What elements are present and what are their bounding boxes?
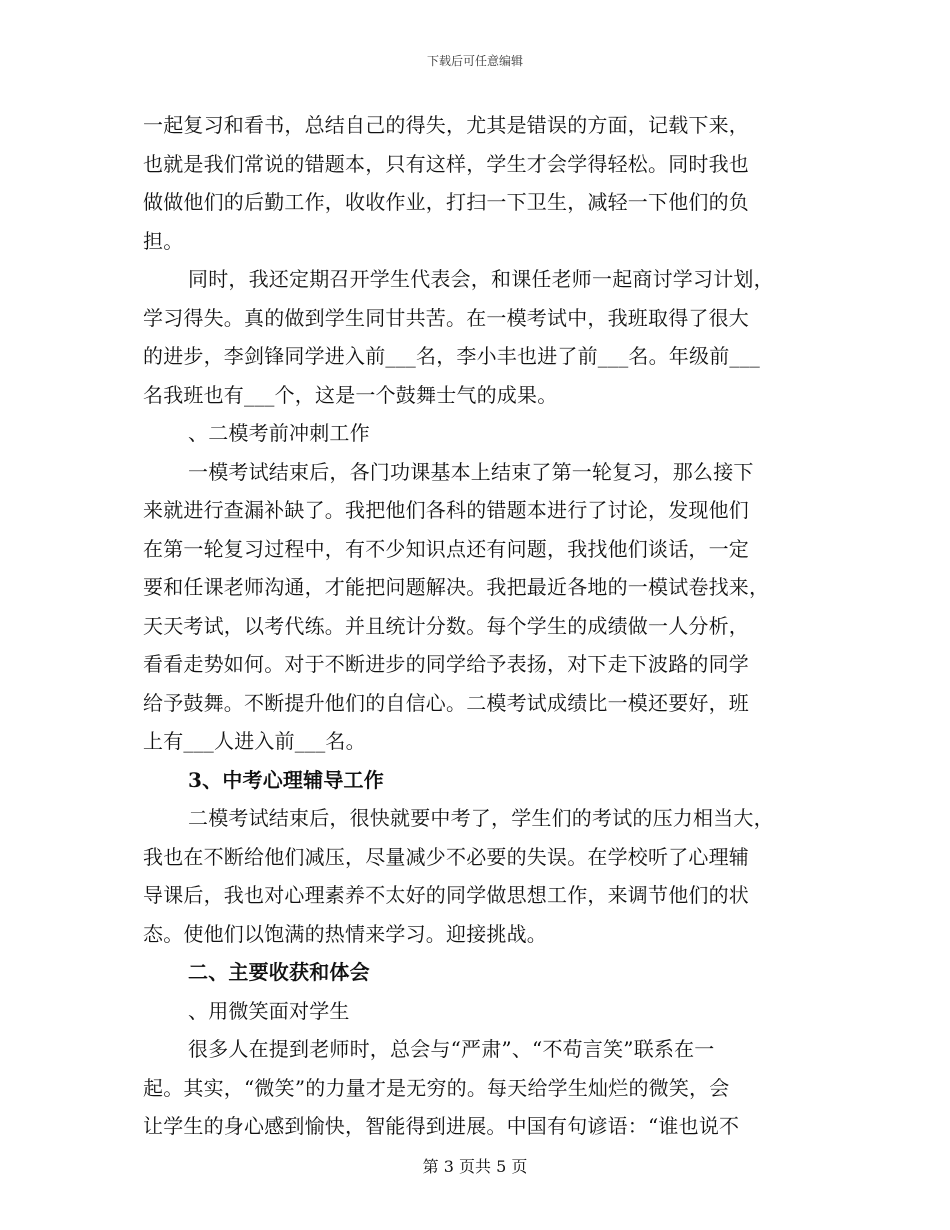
text-line: 起。其实，“微笑”的力量才是无穷的。每天给学生灿烂的微笑，会 bbox=[143, 1075, 730, 1100]
text-line: 导课后，我也对心理素养不太好的同学做思想工作，来调节他们的状 bbox=[143, 883, 749, 907]
text-line: 也就是我们常说的错题本，只有这样，学生才会学得轻松。同时我也 bbox=[143, 151, 749, 176]
page-header: 下载后可任意编辑 bbox=[426, 54, 523, 68]
section-heading: 二、主要收获和体会 bbox=[188, 960, 370, 984]
text-line: 我也在不断给他们减压，尽量减少不必要的失误。在学校听了心理辅 bbox=[143, 844, 749, 869]
text-line: 要和任课老师沟通，才能把问题解决。我把最近各地的一模试卷找来， bbox=[143, 575, 770, 599]
text-line: 让学生的身心感到愉快，智能得到进展。中国有句谚语：“谁也说不 bbox=[143, 1114, 740, 1138]
text-line: 二模考试结束后，很快就要中考了，学生们的考试的压力相当大， bbox=[188, 806, 774, 830]
text-line: 上有___人进入前___名。 bbox=[143, 729, 366, 753]
section-heading: 3、中考心理辅导工作 bbox=[188, 767, 384, 792]
text-line: 、用微笑面对学生 bbox=[188, 998, 350, 1023]
text-line: 很多人在提到老师时，总会与“严肃”、“不苟言笑”联系在一 bbox=[188, 1037, 715, 1061]
text-line: 态。使他们以饱满的热情来学习。迎接挑战。 bbox=[143, 921, 547, 946]
text-line: 一模考试结束后，各门功课基本上结束了第一轮复习，那么接下 bbox=[188, 459, 754, 484]
text-line: 给予鼓舞。不断提升他们的自信心。二模考试成绩比一模还要好，班 bbox=[143, 690, 749, 715]
text-line: 同时，我还定期召开学生代表会，和课任老师一起商讨学习计划， bbox=[188, 267, 774, 291]
text-line: 名我班也有___个，这是一个鼓舞士气的成果。 bbox=[143, 382, 558, 407]
text-line: 学习得失。真的做到学生同甘共苦。在一模考试中，我班取得了很大 bbox=[143, 305, 749, 330]
text-line: 担。 bbox=[143, 228, 184, 253]
document-body bbox=[143, 106, 808, 1146]
text-line: 的进步，李剑锋同学进入前___名，李小丰也进了前___名。年级前___ bbox=[143, 344, 760, 368]
page-footer: 第 3 页共 5 页 bbox=[422, 1157, 528, 1176]
text-line: 来就进行查漏补缺了。我把他们各科的错题本进行了讨论，发现他们 bbox=[143, 498, 749, 522]
text-line: 在第一轮复习过程中，有不少知识点还有问题，我找他们谈话，一定 bbox=[143, 536, 749, 561]
text-line: 、二模考前冲刺工作 bbox=[188, 421, 370, 445]
text-line: 做做他们的后勤工作，收收作业，打扫一下卫生，减轻一下他们的负 bbox=[143, 190, 749, 214]
text-line: 看看走势如何。对于不断进步的同学给予表扬，对下走下波路的同学 bbox=[143, 652, 749, 676]
text-line: 一起复习和看书，总结自己的得失，尤其是错误的方面，记载下来， bbox=[143, 113, 749, 137]
text-line: 天天考试，以考代练。并且统计分数。每个学生的成绩做一人分析， bbox=[143, 613, 749, 638]
